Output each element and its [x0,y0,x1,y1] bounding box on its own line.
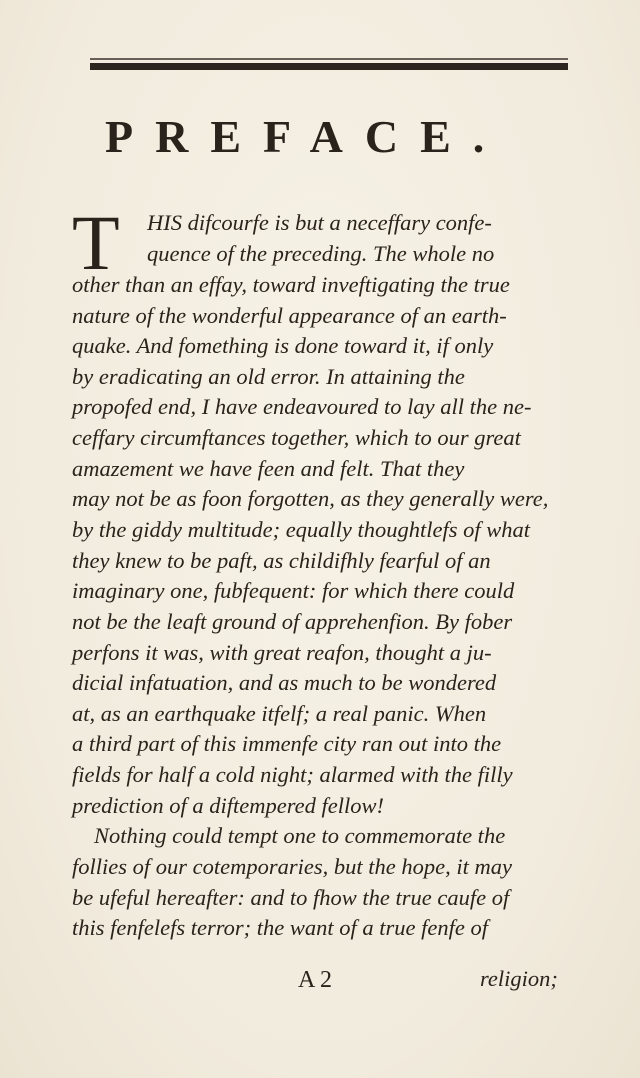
header-rule-thick [90,63,568,70]
text-line: follies of our cotemporaries, but the hope, it may [72,854,512,879]
text-line: dicial infatuation, and as much to be wondered [72,670,497,695]
text-line: fields for half a cold night; alarmed with the filly [72,762,513,787]
text-line: prediction of a diftempered fellow! [72,793,385,818]
text-line: ceffary circumftances together, which to our great [72,425,521,450]
text-line: not be the leaft ground of apprehenfion. By fober [72,609,513,634]
text-line: at, as an earthquake itfelf; a real panic. When [72,701,487,726]
catchword: religion; [480,966,558,991]
text-line: propofed end, I have endeavoured to lay all the ne- [72,394,532,419]
text-line: perfons it was, with great reafon, thought a ju- [72,640,492,665]
text-line: a third part of this immenfe city ran out into the [72,731,502,756]
text-line: Nothing could tempt one to commemorate the [94,823,506,848]
text-line: this fenfelefs terror; the want of a true fenfe of [72,915,488,940]
header-rule-thin [90,58,568,60]
text-line: by the giddy multitude; equally thoughtlefs of what [72,517,531,542]
text-line: they knew to be paft, as childifhly fearful of an [72,548,491,573]
text-line: quence of the preceding. The whole no [147,241,495,266]
text-line: HIS difcourfe is but a neceffary confe- [147,210,492,235]
text-line: imaginary one, fubfequent: for which there could [72,578,515,603]
text-line: amazement we have feen and felt. That they [72,456,465,481]
text-line: other than an effay, toward inveftigating the true [72,272,510,297]
text-line: quake. And fomething is done toward it, if only [72,333,494,358]
signature-mark: A 2 [298,967,333,993]
text-line: may not be as foon forgotten, as they generally were, [72,486,549,511]
text-line: nature of the wonderful appearance of an earth- [72,303,507,328]
text-line: be ufeful hereafter: and to fhow the true caufe of [72,885,510,910]
page-title: PREFACE. [105,111,507,162]
text-line: by eradicating an old error. In attaining the [72,364,465,389]
drop-cap: T [72,199,120,286]
